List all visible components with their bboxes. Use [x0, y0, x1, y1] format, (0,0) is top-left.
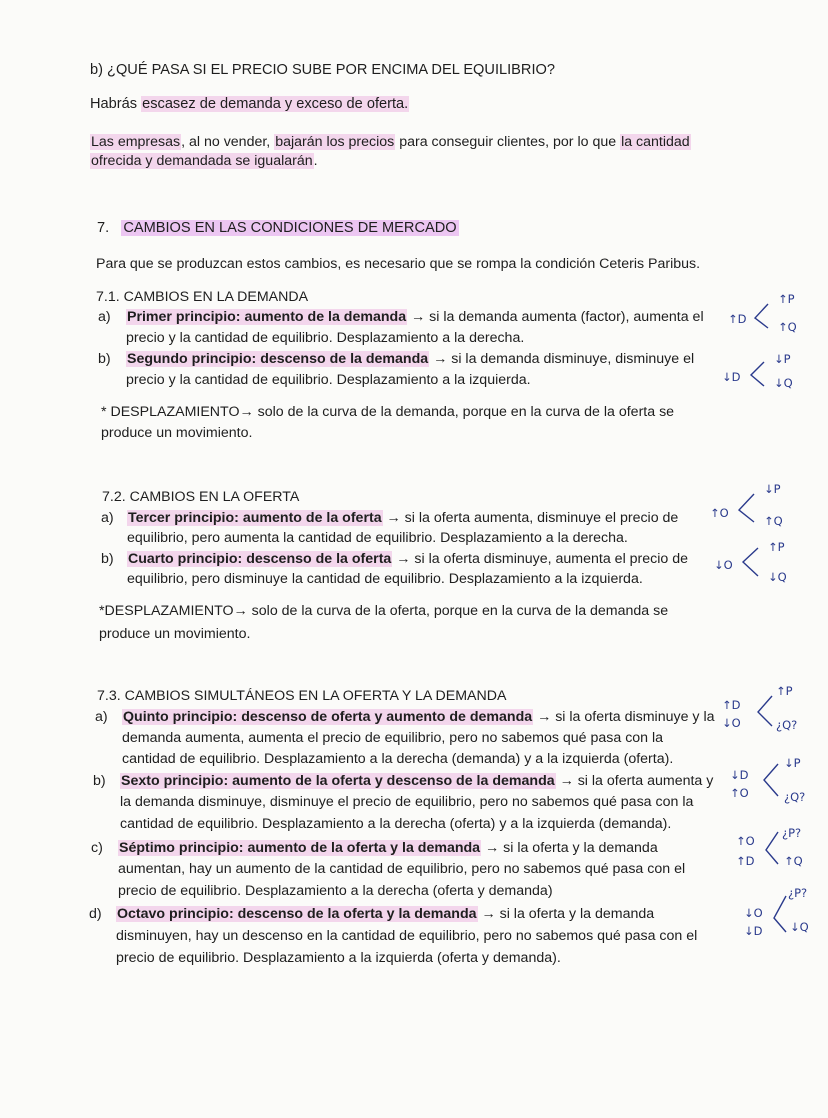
principle-5-line-3: cantidad de equilibrio. Desplazamiento a la derecha (demanda) y a la izquierda (oferta). [122, 751, 674, 767]
section-b-paragraph-2-line-1: Las empresas, al no vender, bajarán los precios para conseguir clientes, por lo que la cantidad [91, 134, 690, 150]
handwritten-note-3: ↑O ↓P ↑Q [710, 482, 783, 528]
handwritten-note-2: ↓D ↓P ↓Q [722, 352, 793, 390]
principle-3-line-2: equilibrio, pero aumenta la cantidad de equilibrio. Desplazamiento a la derecha. [127, 530, 628, 546]
principle-1-line-1: Primer principio: aumento de la demanda → si la demanda aumenta (factor), aumenta el [127, 309, 704, 325]
principle-8-line-1: Octavo principio: descenso de la oferta y la demanda → si la oferta y la demanda [117, 906, 655, 922]
principle-5-line-2: demanda aumenta, aumenta el precio de equilibrio, pero no sabemos qué pasa con la [122, 730, 664, 746]
handwritten-note-6: ↓D ↑O ↓P ¿Q? [730, 756, 806, 804]
subsection-7-3-title: 7.3. CAMBIOS SIMULTÁNEOS EN LA OFERTA Y LA DEMANDA [97, 688, 507, 704]
brace-icon [770, 894, 790, 934]
handwritten-note-5: ↑D ↓O ↑P ¿Q? [722, 684, 798, 732]
demand-note-line-2: produce un movimiento. [101, 425, 253, 441]
supply-note-line-2: produce un movimiento. [99, 626, 251, 642]
list-item-c-marker: c) [91, 840, 103, 856]
section-b-paragraph-2-line-2: ofrecida y demandada se igualarán. [91, 153, 318, 169]
handwritten-note-4: ↓O ↑P ↓Q [714, 540, 787, 584]
handwritten-note-7: ↑O ↑D ¿P? ↑Q [736, 826, 803, 868]
list-item-b-marker: b) [101, 551, 114, 567]
subsection-7-2-title: 7.2. CAMBIOS EN LA OFERTA [102, 489, 300, 505]
list-item-a-marker: a) [98, 309, 111, 325]
brace-icon [752, 302, 772, 330]
list-item-a-marker: a) [95, 709, 108, 725]
principle-6-line-2: la demanda disminuye, disminuye el precio de equilibrio, pero no sabemos qué pasa con la [120, 794, 694, 810]
brace-icon [754, 694, 776, 728]
subsection-7-1-title: 7.1. CAMBIOS EN LA DEMANDA [96, 289, 309, 305]
brace-icon [740, 546, 762, 578]
principle-5-line-1: Quinto principio: descenso de oferta y aumento de demanda → si la oferta disminuye y la [123, 709, 715, 725]
principle-6-line-3: cantidad de equilibrio. Desplazamiento a la derecha (oferta) y a la izquierda (demanda). [120, 816, 672, 832]
list-item-d-marker: d) [89, 906, 102, 922]
supply-note-line-1: *DESPLAZAMIENTO→ solo de la curva de la oferta, porque en la curva de la demanda se [99, 603, 669, 619]
principle-7-line-3: precio de equilibrio. Desplazamiento a la derecha (oferta y demanda) [118, 883, 553, 899]
principle-8-line-3: precio de equilibrio. Desplazamiento a la izquierda (oferta y demanda). [116, 950, 561, 966]
principle-7-line-1: Séptimo principio: aumento de la oferta y la demanda → si la oferta y la demanda [119, 840, 658, 856]
brace-icon [760, 762, 782, 798]
principle-8-line-2: disminuyen, hay un descenso en la cantidad de equilibrio, pero no sabemos qué pasa con el [116, 928, 698, 944]
principle-4-line-2: equilibrio, pero disminuye la cantidad de equilibrio. Desplazamiento a la izquierda. [127, 571, 643, 587]
list-item-b-marker: b) [98, 351, 111, 367]
principle-3-line-1: Tercer principio: aumento de la oferta → si la oferta aumenta, disminuye el precio de [128, 510, 679, 526]
principle-1-line-2: precio y la cantidad de equilibrio. Desplazamiento a la derecha. [126, 330, 525, 346]
brace-icon [748, 360, 768, 388]
principle-6-line-1: Sexto principio: aumento de la oferta y descenso de la demanda → si la oferta aumenta y [121, 773, 714, 789]
section-b-heading: b) ¿QUÉ PASA SI EL PRECIO SUBE POR ENCIMA DEL EQUILIBRIO? [90, 62, 555, 78]
section-7-intro: Para que se produzcan estos cambios, es necesario que se rompa la condición Ceteris Paribus. [96, 256, 701, 272]
principle-2-line-1: Segundo principio: descenso de la demanda → si la demanda disminuye, disminuye el [127, 351, 695, 367]
list-item-a-marker: a) [101, 510, 114, 526]
handwritten-note-8: ↓O ↓D ¿P? ↓Q [744, 886, 809, 938]
principle-4-line-1: Cuarto principio: descenso de la oferta → si la oferta disminuye, aumenta el precio de [128, 551, 689, 567]
principle-7-line-2: aumentan, hay un aumento de la cantidad de equilibrio, pero no sabemos qué pasa con el [118, 861, 686, 877]
section-b-paragraph-1: Habrás escasez de demanda y exceso de oferta. [90, 96, 409, 112]
brace-icon [762, 830, 782, 866]
brace-icon [736, 492, 758, 524]
list-item-b-marker: b) [93, 773, 106, 789]
section-7-heading: 7. CAMBIOS EN LAS CONDICIONES DE MERCADO [97, 220, 457, 236]
principle-2-line-2: precio y la cantidad de equilibrio. Desplazamiento a la izquierda. [126, 372, 531, 388]
handwritten-note-1: ↑D ↑P ↑Q [728, 292, 797, 334]
demand-note-line-1: * DESPLAZAMIENTO→ solo de la curva de la demanda, porque en la curva de la oferta se [101, 404, 675, 420]
